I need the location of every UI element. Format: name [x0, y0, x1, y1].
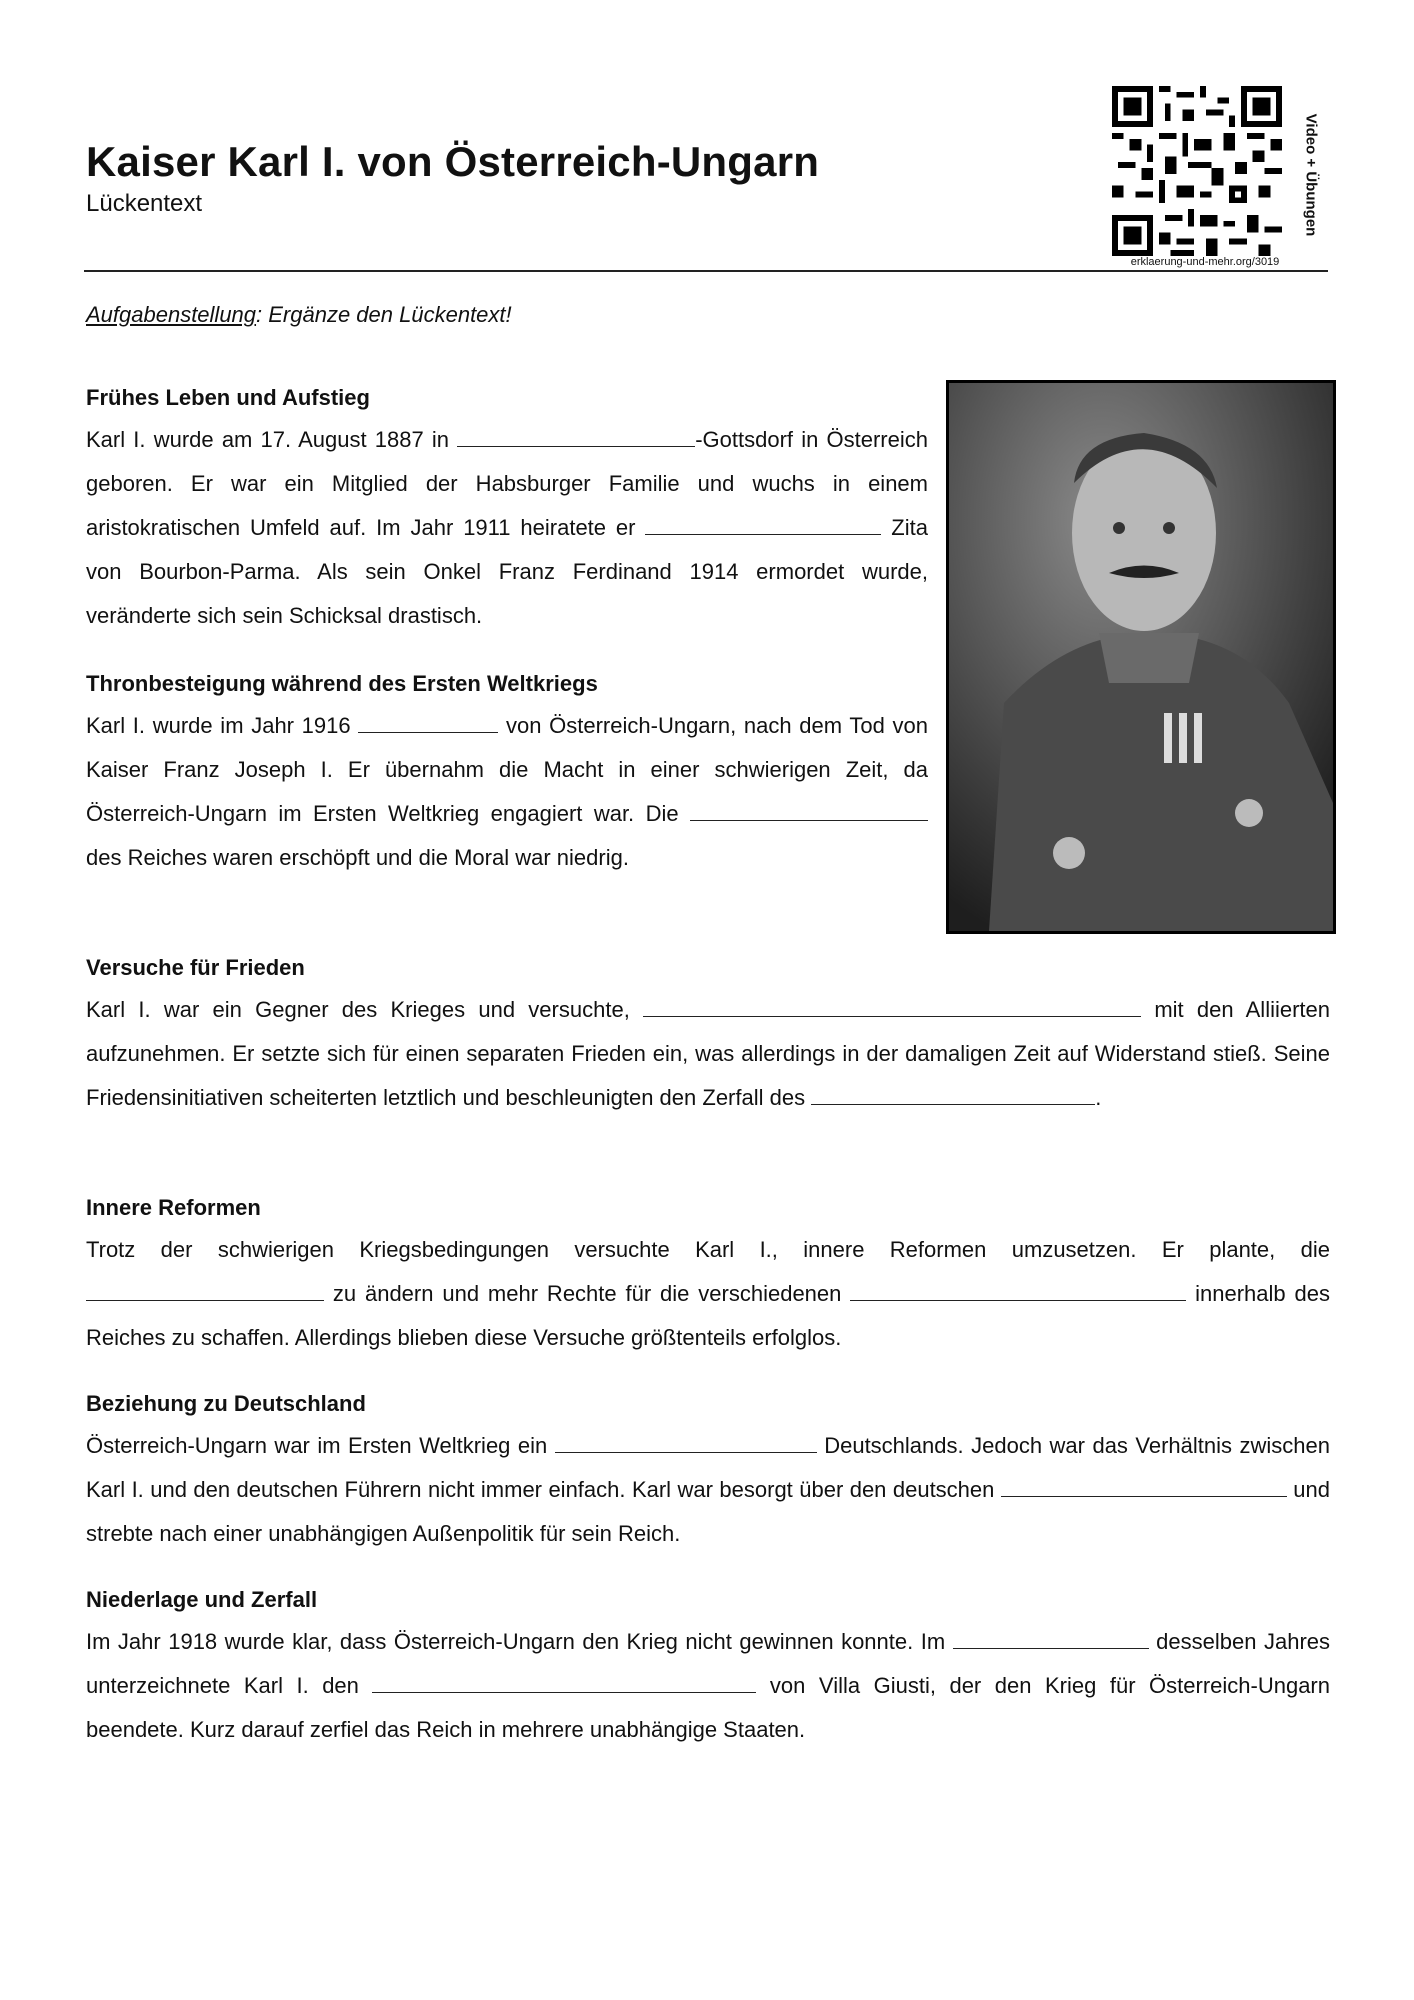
qr-caption[interactable]: erklaerung-und-mehr.org/3019 — [1130, 256, 1280, 268]
section-heading: Beziehung zu Deutschland — [86, 1391, 366, 1416]
section-niederlage-zerfall — [86, 1580, 1330, 1752]
qr-code-icon[interactable] — [1110, 86, 1284, 256]
gap-blank[interactable] — [811, 1080, 1095, 1105]
gap-blank[interactable] — [850, 1276, 1186, 1301]
section-heading: Versuche für Frieden — [86, 955, 305, 980]
section-fruehes-leben — [86, 378, 928, 638]
gap-blank[interactable] — [645, 510, 881, 535]
section-heading: Frühes Leben und Aufstieg — [86, 385, 370, 410]
section-innere-reformen — [86, 1188, 1330, 1360]
section-body: Karl I. wurde am 17. August 1887 in -Gottsdorf in Österreich geboren. Er war ein Mitglied der Habsburger Familie und wuchs in einem aristokratischen Umfeld auf. Im Jahr 1911 heiratete er Zita von Bourbon-Parma. Als sein Onkel Franz Ferdinand 1914 ermordet wurde, veränderte sich sein Schicksal drastisch. — [86, 418, 928, 638]
section-body: Im Jahr 1918 wurde klar, dass Österreich-Ungarn den Krieg nicht gewinnen konnte. Im desselben Jahres unterzeichnete Karl I. den von Villa Giusti, der den Krieg für Österreich-Ungarn beendete. Kurz darauf zerfiel das Reich in mehrere unabhängige Staaten. — [86, 1620, 1330, 1752]
task-text: : Ergänze den Lückentext! — [256, 302, 512, 327]
section-body: Österreich-Ungarn war im Ersten Weltkrieg ein Deutschlands. Jedoch war das Verhältnis zwischen Karl I. und den deutschen Führern nicht immer einfach. Karl war besorgt über den deutschen und strebte nach einer unabhängigen Außenpolitik für sein Reich. — [86, 1424, 1330, 1556]
qr-side-label: Video + Übungen — [1302, 113, 1320, 237]
task-label: Aufgabenstellung — [86, 302, 257, 327]
section-body: Karl I. wurde im Jahr 1916 von Österreich-Ungarn, nach dem Tod von Kaiser Franz Joseph I. Er übernahm die Macht in einer schwierigen Zeit, da Österreich-Ungarn im Ersten Weltkrieg engagiert war. Die des Reiches waren erschöpft und die Moral war niedrig. — [86, 704, 928, 880]
page-subtitle: Lückentext — [86, 190, 203, 217]
header-divider — [84, 270, 1328, 272]
gap-blank[interactable] — [690, 796, 928, 821]
gap-blank[interactable] — [643, 992, 1141, 1017]
gap-blank[interactable] — [372, 1668, 756, 1693]
section-heading: Innere Reformen — [86, 1195, 261, 1220]
gap-blank[interactable] — [358, 708, 498, 733]
section-heading: Niederlage und Zerfall — [86, 1587, 318, 1612]
task-instruction — [86, 302, 512, 328]
section-body: Karl I. war ein Gegner des Krieges und versuchte, mit den Alliierten aufzunehmen. Er setzte sich für einen separaten Frieden ein, was allerdings in der damaligen Zeit auf Widerstand stieß. Seine Friedensinitiativen scheiterten letztlich und beschleunigten den Zerfall des . — [86, 988, 1330, 1120]
section-body: Trotz der schwierigen Kriegsbedingungen versuchte Karl I., innere Reformen umzusetzen. Er plante, die zu ändern und mehr Rechte für die verschiedenen innerhalb des Reiches zu schaffen. Allerdings blieben diese Versuche größtenteils erfolglos. — [86, 1237, 1330, 1350]
portrait-photo — [946, 380, 1336, 934]
section-versuche-frieden — [86, 948, 1330, 1120]
section-beziehung-deutschland — [86, 1384, 1330, 1556]
gap-blank[interactable] — [555, 1428, 817, 1453]
gap-blank[interactable] — [953, 1624, 1149, 1649]
gap-blank[interactable] — [1001, 1472, 1287, 1497]
section-heading: Thronbesteigung während des Ersten Weltkriegs — [86, 671, 598, 696]
gap-blank[interactable] — [86, 1276, 324, 1301]
gap-blank[interactable] — [457, 422, 695, 447]
page-title: Kaiser Karl I. von Österreich-Ungarn — [86, 138, 820, 185]
section-thronbesteigung — [86, 664, 928, 880]
